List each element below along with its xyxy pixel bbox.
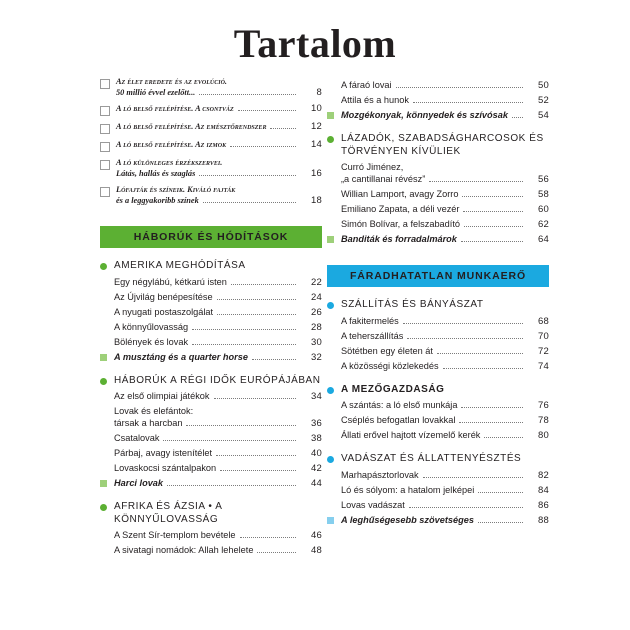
entry-row — [327, 429, 549, 441]
section-entry-list — [100, 390, 322, 489]
page-number: 30 — [311, 336, 322, 348]
page-number: 50 — [538, 80, 549, 91]
page-number: 18 — [311, 195, 322, 206]
checkbox-entry-body — [116, 139, 322, 150]
entry-label: Az Újvilág benépesítése — [114, 291, 213, 302]
entry-line — [116, 87, 322, 98]
entry-title: Lófajták és színeik. Kiváló fajták — [116, 185, 236, 194]
entry-subtitle: 50 millió évvel ezelőtt... — [116, 88, 196, 97]
list-item[interactable] — [100, 351, 322, 363]
dot-leader — [478, 522, 523, 523]
page-number: 52 — [538, 95, 549, 106]
section — [100, 501, 322, 556]
right-sections — [327, 299, 549, 526]
checkbox-entry-body — [116, 103, 322, 114]
entry-row — [327, 345, 549, 357]
entry-label: Simón Bolívar, a felszabadító — [341, 219, 460, 229]
entry-row — [327, 499, 549, 511]
list-item[interactable] — [100, 529, 322, 541]
left-sections — [100, 260, 322, 556]
list-item[interactable] — [327, 315, 549, 327]
page-number: 36 — [311, 418, 322, 429]
section-header — [327, 299, 549, 312]
highlight-marker-icon — [100, 354, 107, 361]
entry-row — [100, 291, 322, 303]
entry-row — [100, 529, 322, 541]
dot-leader — [231, 284, 296, 285]
entry-subtitle: és a leggyakoribb színek — [116, 196, 199, 205]
page-number: 60 — [538, 204, 549, 215]
entry-label: Az első olimpiai játékok — [114, 391, 210, 401]
list-item[interactable] — [100, 447, 322, 459]
section — [100, 260, 322, 363]
page-number: 62 — [538, 219, 549, 230]
entry-row — [327, 469, 549, 481]
entry-row — [100, 417, 322, 429]
entry-label: Egy négylábú, kétkarú isten — [114, 276, 227, 287]
entry-label: Párbaj, avagy istenítélet — [114, 448, 213, 458]
entry-row — [100, 544, 322, 556]
right-top-entry-list — [327, 79, 549, 121]
page-number: 76 — [538, 400, 549, 411]
entry-label: A sivatagi nomádok: Allah lehelete — [114, 545, 254, 555]
entry-label: Marhapásztorlovak — [341, 469, 419, 480]
page-number: 38 — [311, 433, 322, 444]
entry-label: A fáraó lovai — [341, 80, 392, 90]
highlight-marker-icon — [327, 517, 334, 524]
entry-row — [100, 390, 322, 402]
section-header — [100, 375, 322, 388]
section-title: AMERIKA MEGHÓDÍTÁSA — [114, 260, 246, 271]
entry-row — [100, 336, 322, 348]
entry-label: Cséplés befogatlan lovakkal — [341, 415, 456, 425]
section-header — [100, 260, 322, 273]
list-item[interactable] — [100, 544, 322, 556]
entry-label: A szántás: a ló első munkája — [341, 400, 458, 410]
right-column — [315, 76, 630, 559]
checkbox-entry-body — [116, 184, 322, 206]
entry-label: A musztáng és a quarter horse — [114, 351, 248, 362]
section-title: LÁZADÓK, SZABADSÁGHARCOSOK ÉS TÖRVÉNYEN KÍVÜLIEK — [341, 133, 544, 157]
list-item[interactable] — [100, 276, 322, 288]
section — [327, 384, 549, 442]
list-item[interactable] — [100, 291, 322, 303]
section-title: SZÁLLÍTÁS ÉS BÁNYÁSZAT — [341, 299, 484, 310]
dot-leader — [478, 492, 523, 493]
page-number: 10 — [311, 103, 322, 114]
list-item[interactable] — [327, 233, 549, 245]
checkbox-list-item[interactable] — [100, 121, 322, 134]
section-entry-list — [327, 399, 549, 441]
entry-line — [116, 195, 322, 206]
section-bullet-icon — [327, 136, 334, 143]
checkbox-entry-list — [100, 76, 322, 206]
section — [327, 299, 549, 372]
checkbox-list-item[interactable] — [100, 157, 322, 179]
entry-label: Emiliano Zapata, a déli vezér — [341, 204, 460, 214]
entry-label: A leghűségesebb szövetséges — [341, 514, 474, 525]
page-number: 26 — [311, 306, 322, 318]
entry-title: A ló belső felépítése. A csontváz — [116, 104, 234, 113]
page-number: 22 — [311, 276, 322, 288]
entry-row — [327, 233, 549, 245]
page-number: 42 — [311, 463, 322, 474]
entry-row — [327, 484, 549, 496]
list-item[interactable] — [327, 203, 549, 215]
list-item[interactable] — [327, 469, 549, 481]
dot-leader — [407, 338, 523, 339]
right-pre-banner-sections — [327, 133, 549, 245]
list-item[interactable] — [327, 94, 549, 106]
list-item[interactable] — [327, 161, 549, 185]
section-header — [327, 453, 549, 466]
section-header — [327, 133, 549, 158]
entry-row — [100, 432, 322, 444]
entry-line — [116, 168, 322, 179]
list-item[interactable] — [327, 109, 549, 121]
checkbox-entry-body — [116, 157, 322, 179]
page-number: 44 — [311, 478, 322, 489]
entry-row — [100, 321, 322, 333]
entry-label: Banditák és forradalmárok — [341, 234, 457, 244]
highlight-marker-icon — [100, 480, 107, 487]
page-number: 40 — [311, 448, 322, 459]
list-item[interactable] — [327, 484, 549, 496]
section-bullet-icon — [327, 456, 334, 463]
page-number: 86 — [538, 499, 549, 511]
section-banner-workforce: FÁRADHATATLAN MUNKAERŐ — [327, 265, 549, 287]
page-number: 80 — [538, 430, 549, 441]
dot-leader — [437, 353, 523, 354]
page-number: 54 — [538, 110, 549, 121]
dot-leader — [464, 226, 523, 227]
dot-leader — [443, 368, 523, 369]
page-number: 84 — [538, 484, 549, 496]
page-number: 58 — [538, 189, 549, 200]
checkbox-icon[interactable] — [100, 142, 110, 152]
page-number: 32 — [311, 351, 322, 363]
dot-leader — [257, 552, 296, 553]
entry-title: A ló különleges érzékszervei. — [116, 158, 223, 167]
page-number: 74 — [538, 360, 549, 372]
page-number: 56 — [538, 174, 549, 185]
page-number: 70 — [538, 330, 549, 342]
entry-row — [327, 414, 549, 426]
entry-row — [327, 360, 549, 372]
list-item[interactable] — [100, 306, 322, 318]
list-item[interactable] — [100, 477, 322, 489]
entry-label: Sötétben egy életen át — [341, 345, 433, 356]
checkbox-icon[interactable] — [100, 106, 110, 116]
list-item[interactable] — [100, 336, 322, 348]
entry-title: Az élet eredete és az evolúció. — [116, 77, 227, 86]
entry-row — [327, 514, 549, 526]
list-item[interactable] — [327, 514, 549, 526]
page-number: 48 — [311, 545, 322, 556]
section-title: A MEZŐGAZDASÁG — [341, 383, 445, 395]
page-number: 12 — [311, 121, 322, 132]
entry-row — [100, 351, 322, 363]
dot-leader — [461, 407, 523, 408]
page-number: 14 — [311, 139, 322, 150]
section — [327, 453, 549, 526]
checkbox-icon[interactable] — [100, 187, 110, 197]
entry-label: Lovas vadászat — [341, 499, 405, 510]
checkbox-list-item[interactable] — [100, 76, 322, 98]
entry-text-first-line: Curró Jiménez, — [341, 162, 404, 172]
list-item[interactable] — [327, 429, 549, 441]
list-item[interactable] — [327, 345, 549, 357]
section-bullet-icon — [327, 387, 334, 394]
page-number: 28 — [311, 321, 322, 333]
checkbox-icon[interactable] — [100, 79, 110, 89]
checkbox-icon[interactable] — [100, 160, 110, 170]
entry-label: A közösségi közlekedés — [341, 360, 439, 371]
entry-subtitle: Látás, hallás és szaglás — [116, 169, 196, 178]
list-item[interactable] — [327, 218, 549, 230]
dot-leader — [396, 87, 523, 88]
page-number: 24 — [311, 291, 322, 303]
entry-row — [100, 306, 322, 318]
checkbox-list-item[interactable] — [100, 184, 322, 206]
page-number: 88 — [538, 514, 549, 526]
page-number: 8 — [316, 87, 322, 98]
entry-label: A nyugati postaszolgálat — [114, 306, 214, 317]
section-bullet-icon — [327, 302, 334, 309]
dot-leader — [216, 455, 296, 456]
section — [100, 375, 322, 490]
entry-label: A teherszállítás — [341, 330, 404, 341]
checkbox-list-item[interactable] — [100, 139, 322, 152]
entry-label: A könnyűlovasság — [114, 321, 189, 332]
dot-leader — [462, 196, 523, 197]
dot-leader — [423, 477, 523, 478]
section-entry-list — [327, 469, 549, 526]
dot-leader — [240, 537, 296, 538]
entry-label: Csatalovak — [114, 433, 160, 443]
checkbox-list-item[interactable] — [100, 103, 322, 116]
section — [327, 133, 549, 245]
list-item[interactable] — [327, 499, 549, 511]
entry-row — [100, 462, 322, 474]
entry-line — [116, 76, 322, 87]
highlight-marker-icon — [327, 112, 334, 119]
dot-leader — [512, 117, 523, 118]
section-entry-list — [100, 529, 322, 556]
section-title: VADÁSZAT ÉS ÁLLATTENYÉSZTÉS — [341, 453, 522, 464]
left-column — [0, 76, 322, 559]
dot-leader — [409, 507, 523, 508]
list-item[interactable] — [100, 390, 322, 402]
entry-label: Állati erővel hajtott vízemelő kerék — [341, 430, 481, 440]
section-entry-list — [327, 161, 549, 245]
entry-label: „a cantillanai révész” — [341, 174, 426, 184]
entry-row — [100, 276, 322, 288]
entry-label: A fakitermelés — [341, 315, 399, 326]
entry-row — [100, 447, 322, 459]
entry-line — [116, 121, 322, 132]
entry-text-first-line: Lovak és elefántok: — [114, 406, 194, 416]
page-number: 82 — [538, 469, 549, 481]
checkbox-entry-body — [116, 121, 322, 132]
list-item[interactable] — [327, 360, 549, 372]
entry-label: Lovaskocsi szántalpakon — [114, 463, 217, 473]
checkbox-icon[interactable] — [100, 124, 110, 134]
list-item[interactable] — [327, 414, 549, 426]
dot-leader — [192, 329, 296, 330]
dot-leader — [413, 102, 523, 103]
section-title: HÁBORÚK A RÉGI IDŐK EURÓPÁJÁBAN — [114, 374, 321, 386]
entry-line — [116, 103, 322, 114]
section-header — [327, 384, 549, 397]
list-item[interactable] — [327, 79, 549, 91]
entry-label: Mozgékonyak, könnyedek és szívósak — [341, 110, 508, 120]
page-number: 68 — [538, 315, 549, 327]
section-entry-list — [100, 276, 322, 363]
dot-leader — [403, 323, 523, 324]
dot-leader — [230, 146, 296, 147]
dot-leader — [429, 181, 523, 182]
dot-leader — [217, 299, 296, 300]
list-item[interactable] — [100, 432, 322, 444]
entry-label: társak a harcban — [114, 418, 183, 428]
entry-label: Attila és a hunok — [341, 95, 409, 105]
page-number: 46 — [311, 530, 322, 541]
page-number: 72 — [538, 345, 549, 357]
entry-label: Ló és sólyom: a hatalom jelképei — [341, 484, 475, 495]
list-item[interactable] — [327, 330, 549, 342]
section-bullet-icon — [100, 378, 107, 385]
entry-row — [327, 330, 549, 342]
list-item[interactable] — [100, 405, 322, 429]
dot-leader — [270, 128, 296, 129]
dot-leader — [192, 344, 296, 345]
section-header — [100, 501, 322, 526]
contents-columns — [0, 76, 630, 559]
section-banner-wars: HÁBORÚK ÉS HÓDÍTÁSOK — [100, 226, 322, 248]
entry-title: A ló belső felépítése. Az izmok — [116, 140, 227, 149]
dot-leader — [217, 314, 296, 315]
dot-leader — [214, 398, 297, 399]
entry-row — [327, 79, 549, 91]
entry-row — [327, 203, 549, 215]
section-title: AFRIKA ÉS ÁZSIA • A KÖNNYŰLOVASSÁG — [114, 501, 222, 525]
entry-title: A ló belső felépítése. Az emésztőrendszer — [116, 122, 267, 131]
dot-leader — [167, 485, 296, 486]
list-item[interactable] — [327, 188, 549, 200]
dot-leader — [238, 110, 296, 111]
page-number: 64 — [538, 234, 549, 245]
checkbox-entry-body — [116, 76, 322, 98]
dot-leader — [220, 470, 296, 471]
entry-line — [116, 184, 322, 195]
entry-row — [327, 94, 549, 106]
dot-leader — [461, 241, 523, 242]
entry-label: Harci lovak — [114, 478, 164, 488]
entry-line — [116, 157, 322, 168]
dot-leader — [484, 437, 523, 438]
entry-row — [327, 188, 549, 200]
entry-row — [327, 399, 549, 411]
entry-line — [116, 139, 322, 150]
dot-leader — [459, 422, 523, 423]
dot-leader — [186, 425, 296, 426]
highlight-marker-icon — [327, 236, 334, 243]
dot-leader — [203, 202, 296, 203]
dot-leader — [163, 440, 296, 441]
section-bullet-icon — [100, 504, 107, 511]
list-item[interactable] — [100, 321, 322, 333]
page-title: Tartalom — [233, 21, 397, 66]
section-entry-list — [327, 315, 549, 372]
entry-label: A Szent Sír-templom bevétele — [114, 530, 236, 540]
dot-leader — [199, 94, 296, 95]
entry-row — [327, 218, 549, 230]
list-item[interactable] — [100, 462, 322, 474]
entry-row — [100, 477, 322, 489]
page-number: 34 — [311, 391, 322, 402]
dot-leader — [252, 359, 296, 360]
entry-label: Bölények és lovak — [114, 336, 189, 347]
dot-leader — [199, 175, 296, 176]
dot-leader — [463, 211, 523, 212]
section-bullet-icon — [100, 263, 107, 270]
entry-row — [327, 109, 549, 121]
entry-row — [327, 173, 549, 185]
entry-label: Willian Lamport, avagy Zorro — [341, 189, 459, 199]
list-item[interactable] — [327, 399, 549, 411]
entry-row — [327, 315, 549, 327]
page-number: 16 — [311, 168, 322, 179]
page-number: 78 — [538, 415, 549, 426]
